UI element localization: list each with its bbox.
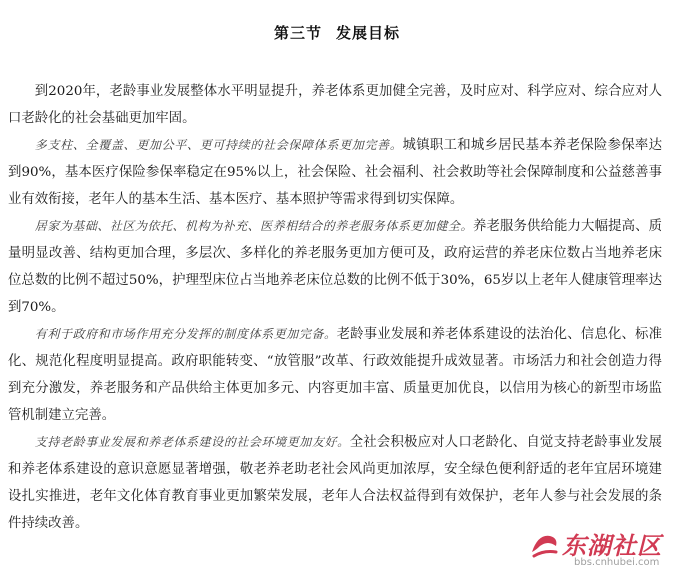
paragraph-lead: 多支柱、全覆盖、更加公平、更可持续的社会保障体系更加完善。 bbox=[34, 138, 403, 152]
paragraph-text: 老龄事业发展和养老体系建设的法治化、信息化、标准化、规范化程度明显提高。政府职能转变、“放管服”改革、行政效能提升成效显著。市场活力和社会创造力得到充分激发，养老服务和产品供给主体更加多元、内容更加丰富、质量更加优良，以信用为核心的新型市场监管机制建立完善。 bbox=[8, 327, 663, 423]
paragraph-elderly-service bbox=[8, 213, 662, 321]
paragraph-intro bbox=[8, 78, 662, 132]
paragraph-text: 全社会积极应对人口老龄化、自觉支持老龄事业发展和养老体系建设的意识意愿显著增强，敬老养老助老社会风尚更加浓厚，安全绿色便利舒适的老年宜居环境建设扎实推进，老年文化体育教育事业更加繁荣发展，老年人合法权益得到有效保护，老年人参与社会发展的条件持续改善。 bbox=[8, 435, 662, 531]
watermark-url: bbs.cnhubei.com bbox=[574, 557, 660, 568]
paragraph-institutions bbox=[8, 321, 662, 429]
watermark-logo-icon bbox=[528, 530, 560, 560]
section-number: 第三节 bbox=[273, 24, 322, 42]
body-text bbox=[8, 78, 662, 537]
watermark-name: 东湖社区 bbox=[562, 532, 662, 560]
paragraph-text: 养老服务供给能力大幅提高、质量明显改善、结构更加合理，多层次、多样化的养老服务更加方便可及，政府运营的养老床位数占当地养老床位总数的比例不超过50%，护理型床位占当地养老床位总数的比例不低于30%，65岁以上老年人健康管理率达到70%。 bbox=[8, 219, 663, 315]
paragraph-lead: 居家为基础、社区为依托、机构为补充、医养相结合的养老服务体系更加健全。 bbox=[34, 219, 473, 233]
paragraph-lead: 支持老龄事业发展和养老体系建设的社会环境更加友好。 bbox=[34, 435, 350, 449]
paragraph-lead: 有利于政府和市场作用充分发挥的制度体系更加完备。 bbox=[34, 327, 337, 341]
section-heading bbox=[0, 22, 674, 43]
section-title: 发展目标 bbox=[336, 24, 401, 42]
paragraph-social-security bbox=[8, 132, 662, 213]
site-watermark bbox=[528, 526, 666, 574]
paragraph-text: 城镇职工和城乡居民基本养老保险参保率达到90%，基本医疗保险参保率稳定在95%以上，社会保险、社会福利、社会救助等社会保障制度和公益慈善事业有效衔接，老年人的基本生活、基本医疗、基本照护等需求得到切实保障。 bbox=[8, 138, 662, 207]
paragraph-text: 到2020年，老龄事业发展整体水平明显提升，养老体系更加健全完善，及时应对、科学应对、综合应对人口老龄化的社会基础更加牢固。 bbox=[8, 84, 662, 126]
paragraph-social-environment bbox=[8, 429, 662, 537]
